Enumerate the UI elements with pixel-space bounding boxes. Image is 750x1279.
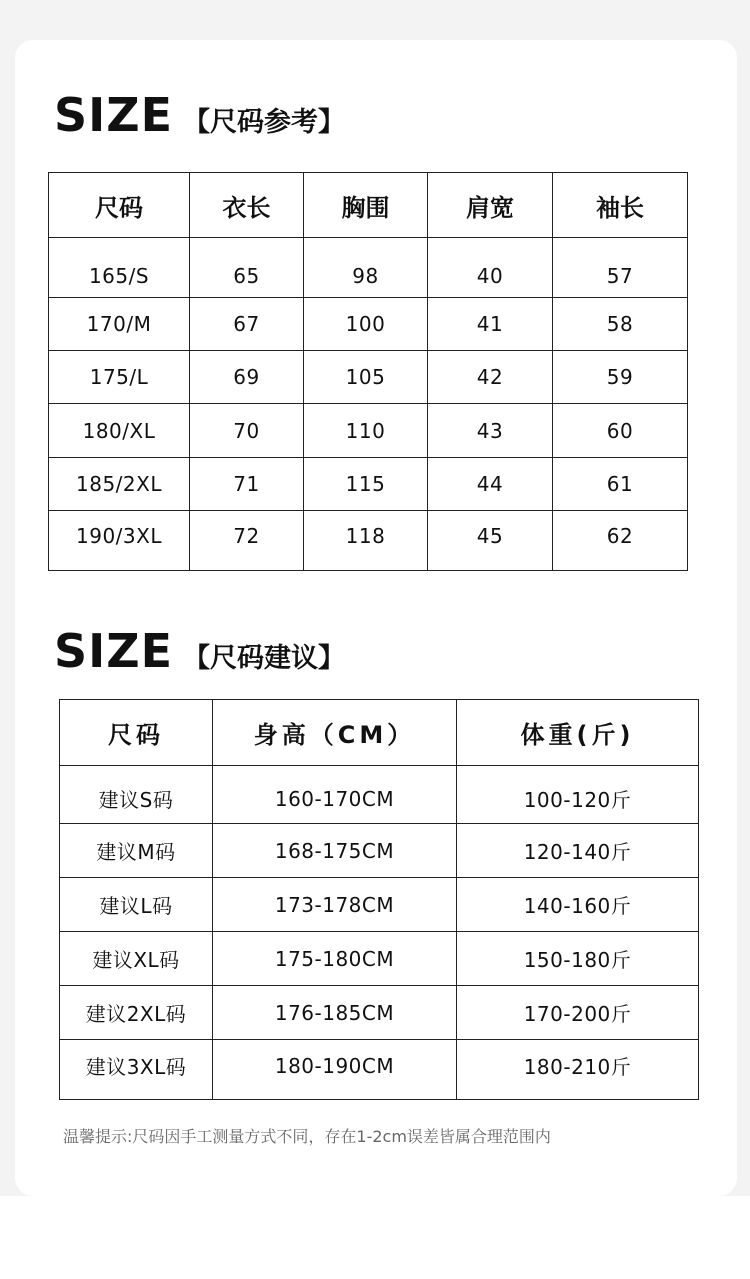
table-cell: 建议S码 xyxy=(60,766,213,824)
table-cell: 180-190CM xyxy=(213,1040,457,1100)
table-cell: 105 xyxy=(304,351,428,404)
table-cell: 168-175CM xyxy=(213,824,457,878)
table-cell: 57 xyxy=(553,238,688,298)
table-row xyxy=(60,1040,699,1100)
table-cell: 42 xyxy=(428,351,553,404)
table-cell: 175/L xyxy=(49,351,190,404)
table-cell: 72 xyxy=(190,511,304,571)
table-cell: 60 xyxy=(553,404,688,458)
table-cell: 71 xyxy=(190,458,304,511)
table-cell: 建议XL码 xyxy=(60,932,213,986)
bottom-strip xyxy=(0,1196,750,1279)
header-chest: 胸围 xyxy=(304,173,428,238)
table-cell: 175-180CM xyxy=(213,932,457,986)
table-row xyxy=(49,511,688,571)
table-cell: 120-140斤 xyxy=(457,824,699,878)
table-cell: 建议M码 xyxy=(60,824,213,878)
table-cell: 176-185CM xyxy=(213,986,457,1040)
table-cell: 173-178CM xyxy=(213,878,457,932)
reference-title-sub: 【尺码参考】 xyxy=(183,107,346,138)
table-row xyxy=(60,824,699,878)
table-cell: 115 xyxy=(304,458,428,511)
header-height: 身高（CM） xyxy=(213,700,457,766)
table-cell: 65 xyxy=(190,238,304,298)
table-cell: 170/M xyxy=(49,298,190,351)
table-header-row xyxy=(49,173,688,238)
table-cell: 43 xyxy=(428,404,553,458)
table-cell: 61 xyxy=(553,458,688,511)
table-cell: 165/S xyxy=(49,238,190,298)
table-cell: 69 xyxy=(190,351,304,404)
table-cell: 170-200斤 xyxy=(457,986,699,1040)
table-cell: 185/2XL xyxy=(49,458,190,511)
table-row xyxy=(60,766,699,824)
table-cell: 98 xyxy=(304,238,428,298)
header-shoulder: 肩宽 xyxy=(428,173,553,238)
header-length: 衣长 xyxy=(190,173,304,238)
header-size: 尺码 xyxy=(49,173,190,238)
table-cell: 190/3XL xyxy=(49,511,190,571)
table-cell: 41 xyxy=(428,298,553,351)
table-cell: 建议3XL码 xyxy=(60,1040,213,1100)
reference-heading xyxy=(54,88,346,142)
table-cell: 100 xyxy=(304,298,428,351)
advice-heading xyxy=(54,624,346,678)
advice-title-main: SIZE xyxy=(54,624,174,678)
table-cell: 118 xyxy=(304,511,428,571)
table-cell: 44 xyxy=(428,458,553,511)
measurement-note: 温馨提示:尺码因手工测量方式不同，存在1-2cm误差皆属合理范围内 xyxy=(63,1127,551,1146)
table-cell: 40 xyxy=(428,238,553,298)
table-cell: 100-120斤 xyxy=(457,766,699,824)
header-sleeve: 袖长 xyxy=(553,173,688,238)
table-row xyxy=(60,986,699,1040)
size-reference-table xyxy=(48,172,688,571)
table-row xyxy=(49,351,688,404)
table-cell: 70 xyxy=(190,404,304,458)
size-advice-table xyxy=(59,699,699,1100)
table-row xyxy=(49,404,688,458)
header-weight: 体重(斤) xyxy=(457,700,699,766)
table-cell: 180/XL xyxy=(49,404,190,458)
table-cell: 180-210斤 xyxy=(457,1040,699,1100)
table-row xyxy=(49,298,688,351)
table-cell: 160-170CM xyxy=(213,766,457,824)
table-cell: 59 xyxy=(553,351,688,404)
reference-title-main: SIZE xyxy=(54,88,174,142)
header-size: 尺码 xyxy=(60,700,213,766)
table-cell: 67 xyxy=(190,298,304,351)
table-cell: 45 xyxy=(428,511,553,571)
table-row xyxy=(60,878,699,932)
table-cell: 150-180斤 xyxy=(457,932,699,986)
advice-title-sub: 【尺码建议】 xyxy=(183,643,346,674)
table-header-row xyxy=(60,700,699,766)
table-cell: 110 xyxy=(304,404,428,458)
table-cell: 62 xyxy=(553,511,688,571)
table-row xyxy=(49,458,688,511)
table-cell: 建议L码 xyxy=(60,878,213,932)
table-cell: 58 xyxy=(553,298,688,351)
table-row xyxy=(60,932,699,986)
table-row xyxy=(49,238,688,298)
table-cell: 140-160斤 xyxy=(457,878,699,932)
table-cell: 建议2XL码 xyxy=(60,986,213,1040)
